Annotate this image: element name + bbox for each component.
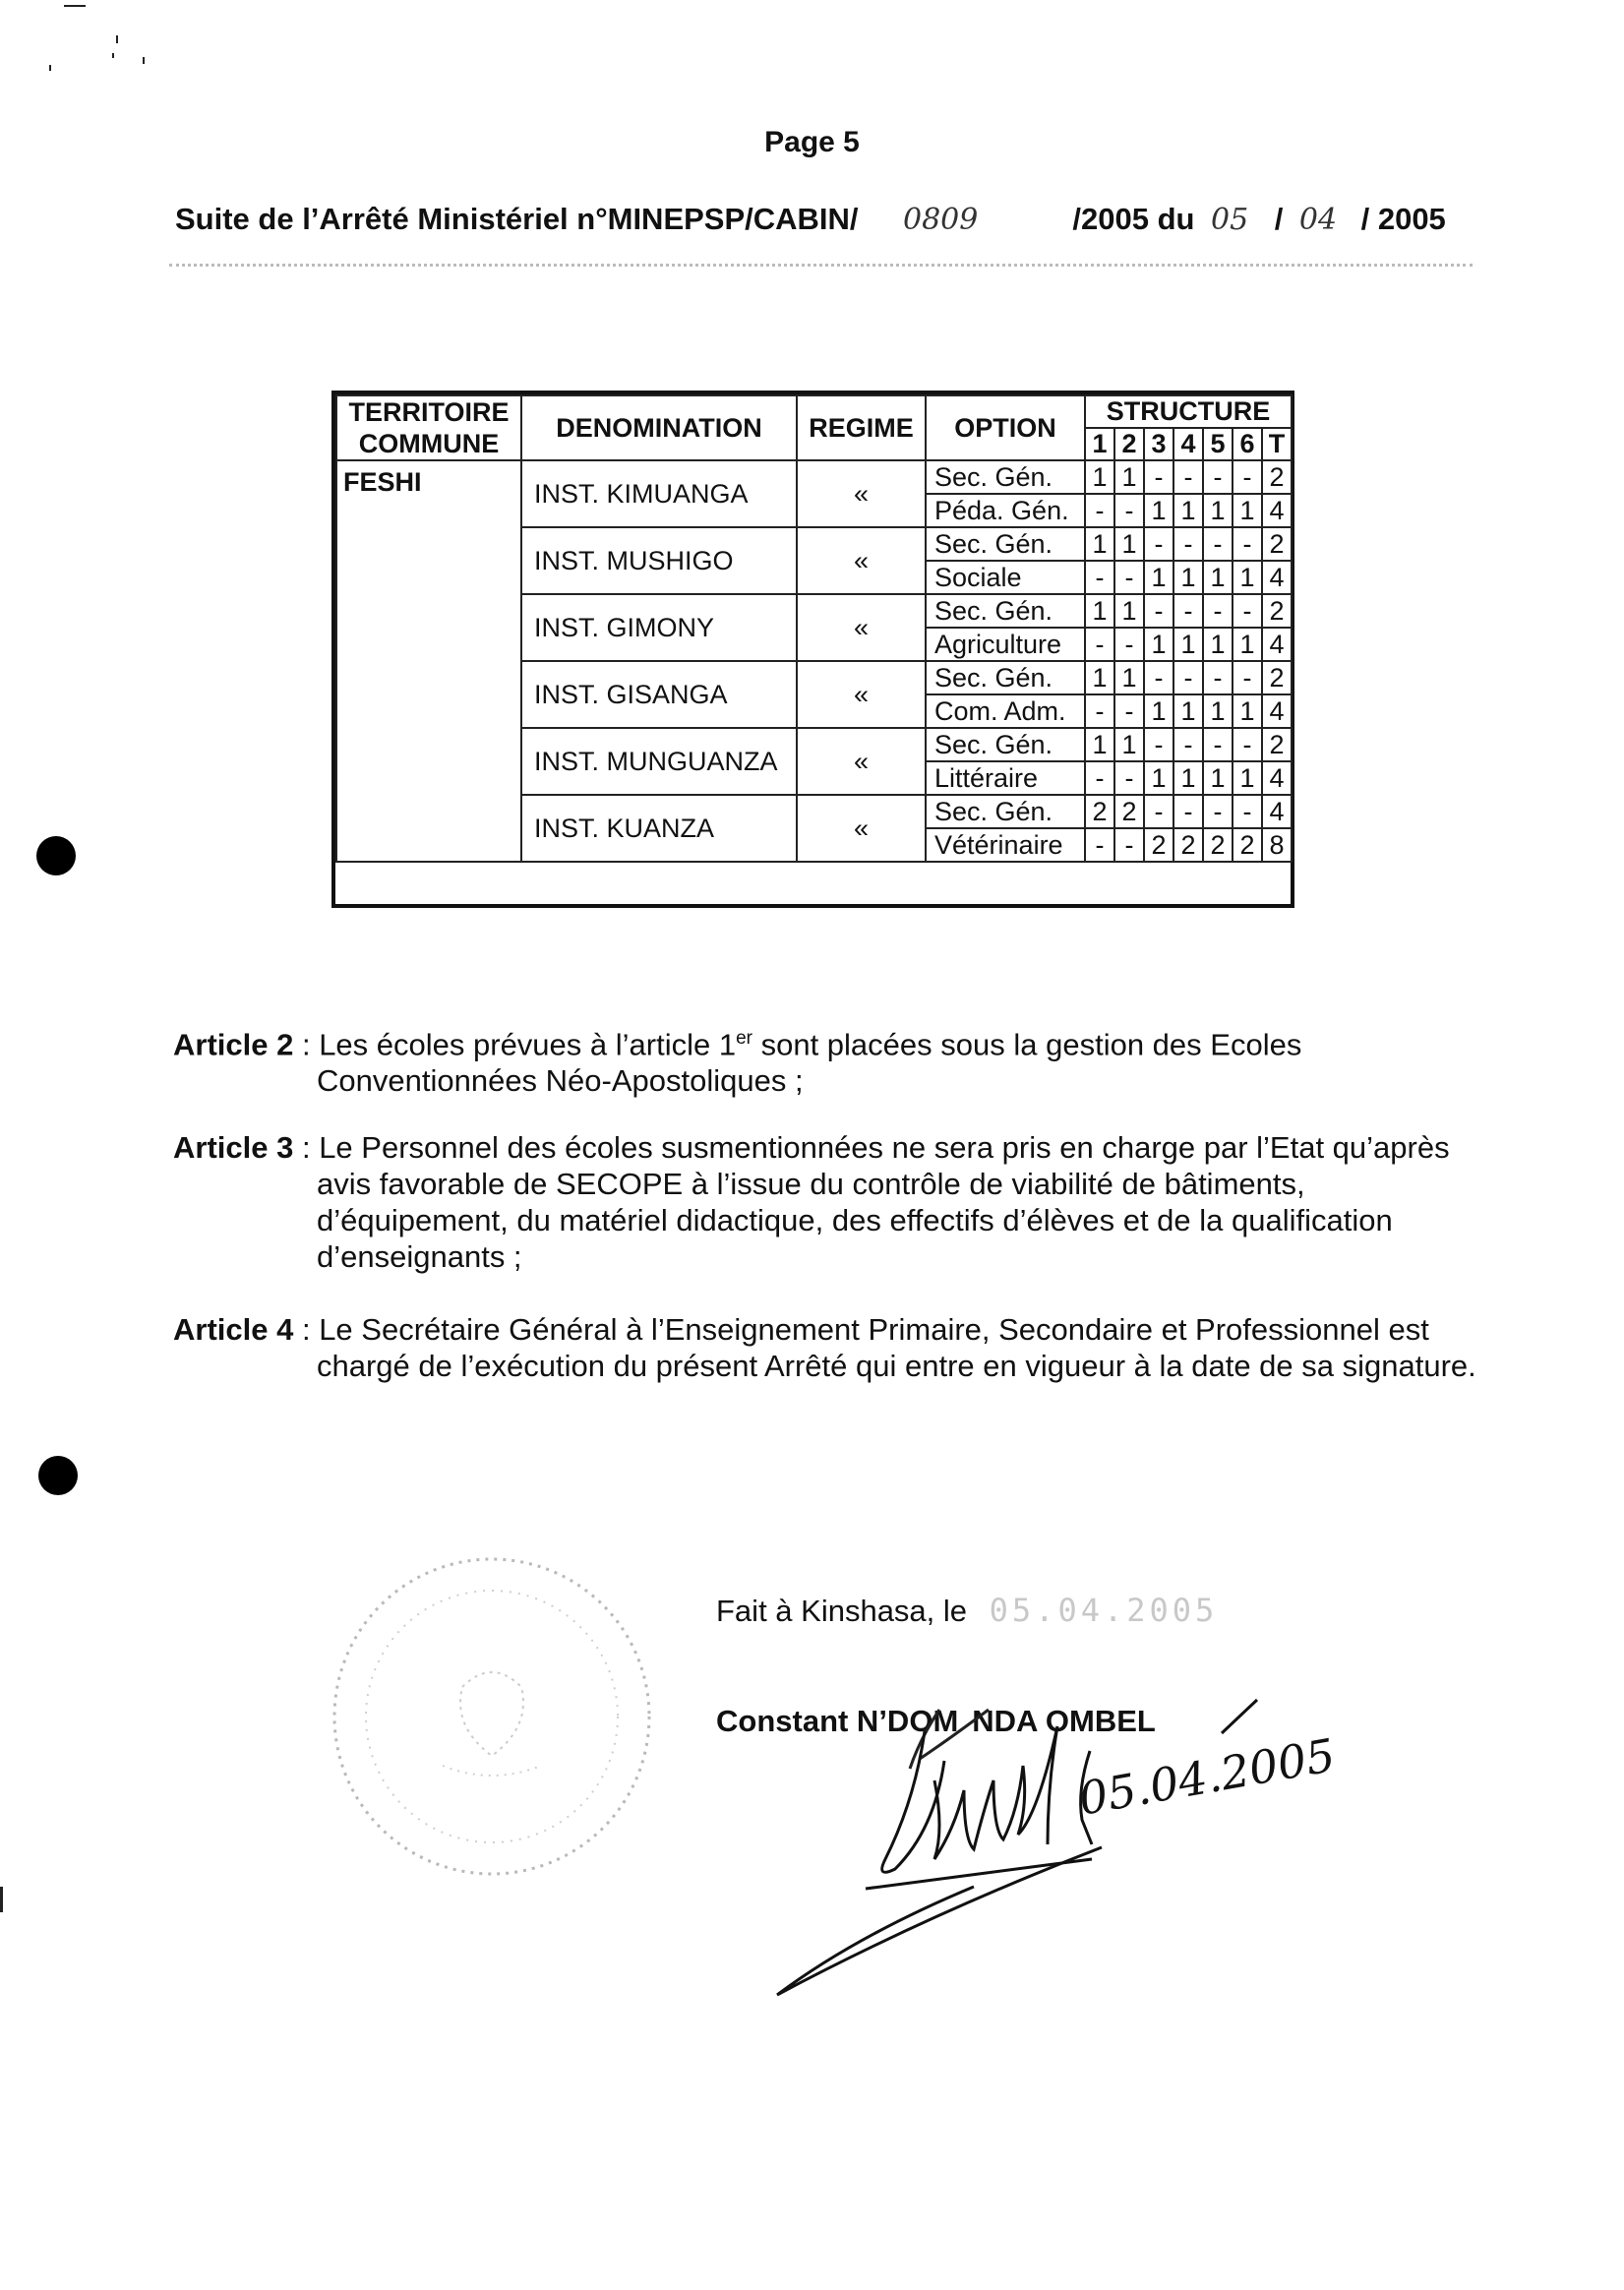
article-3-label: Article 3 <box>173 1130 294 1165</box>
structure-value: 1 <box>1085 460 1114 494</box>
structure-value: 1 <box>1173 561 1203 594</box>
structure-value: 1 <box>1233 761 1262 795</box>
article-4 <box>173 1311 1496 1384</box>
structure-value: - <box>1173 594 1203 628</box>
schools-table <box>331 391 1294 908</box>
structure-value: - <box>1144 728 1173 761</box>
scan-speck <box>143 57 145 64</box>
header-option: OPTION <box>926 395 1085 460</box>
structure-value: - <box>1233 661 1262 694</box>
school-name: INST. GIMONY <box>521 594 797 661</box>
decree-year-label: /2005 du <box>1072 202 1195 236</box>
structure-value: 2 <box>1262 661 1292 694</box>
structure-value: - <box>1085 494 1114 527</box>
structure-value: 1 <box>1114 460 1144 494</box>
structure-value: - <box>1114 828 1144 862</box>
option-name: Com. Adm. <box>926 694 1085 728</box>
scan-speck <box>116 35 118 43</box>
school-regime: « <box>797 795 926 862</box>
school-regime: « <box>797 460 926 527</box>
option-name: Sec. Gén. <box>926 661 1085 694</box>
structure-value: 2 <box>1114 795 1144 828</box>
signatory-name-part: M <box>932 1704 959 1738</box>
header-level-2: 2 <box>1114 428 1144 460</box>
option-name: Agriculture <box>926 628 1085 661</box>
structure-value: 1 <box>1233 561 1262 594</box>
structure-value: 2 <box>1233 828 1262 862</box>
header-level-3: 3 <box>1144 428 1173 460</box>
structure-value: 1 <box>1114 527 1144 561</box>
structure-value: 1 <box>1085 594 1114 628</box>
structure-value: - <box>1144 795 1173 828</box>
structure-value: 1 <box>1085 728 1114 761</box>
structure-value: 2 <box>1262 728 1292 761</box>
structure-value: - <box>1144 594 1173 628</box>
structure-value: 4 <box>1262 761 1292 795</box>
structure-value: 1 <box>1144 628 1173 661</box>
school-regime: « <box>797 527 926 594</box>
option-name: Vétérinaire <box>926 828 1085 862</box>
structure-value: - <box>1173 728 1203 761</box>
structure-value: 2 <box>1262 527 1292 561</box>
school-regime: « <box>797 728 926 795</box>
structure-value: - <box>1085 628 1114 661</box>
structure-value: - <box>1114 628 1144 661</box>
structure-value: - <box>1233 594 1262 628</box>
structure-value: - <box>1114 761 1144 795</box>
binder-hole <box>38 1456 78 1495</box>
structure-value: 1 <box>1144 561 1173 594</box>
structure-value: - <box>1173 527 1203 561</box>
article-3-text: Le Personnel des écoles susmentionnées ne sera pris en charge par l’Etat qu’après avis favorable de SECOPE à l’issue du contrôle de viabilité de bâtiments, d’équipement, du matériel didactique, des effectifs d’élèves et de la qualification d’enseignants ; <box>317 1130 1450 1274</box>
structure-value: 4 <box>1262 694 1292 728</box>
structure-value: 2 <box>1262 460 1292 494</box>
option-name: Sociale <box>926 561 1085 594</box>
structure-value: 2 <box>1173 828 1203 862</box>
article-4-sep: : <box>293 1312 320 1347</box>
option-name: Sec. Gén. <box>926 594 1085 628</box>
date-separator: / <box>1274 202 1284 236</box>
header-denomination: DENOMINATION <box>521 395 797 460</box>
option-name: Littéraire <box>926 761 1085 795</box>
structure-value: - <box>1085 561 1114 594</box>
structure-value: - <box>1114 561 1144 594</box>
signatory-name-part: OMBEL <box>1045 1704 1156 1738</box>
article-2-sup: er <box>736 1028 752 1049</box>
structure-value: - <box>1203 661 1233 694</box>
article-2-text-b: sont placées sous la gestion des Ecoles Conventionnées Néo-Apostoliques ; <box>317 1027 1302 1099</box>
header-level-6: 6 <box>1233 428 1262 460</box>
page-number: Page 5 <box>764 126 860 158</box>
structure-value: 4 <box>1262 561 1292 594</box>
structure-value: 2 <box>1144 828 1173 862</box>
structure-value: - <box>1173 661 1203 694</box>
structure-value: - <box>1233 527 1262 561</box>
article-2-label: Article 2 <box>173 1027 294 1062</box>
article-2-sep: : <box>293 1027 320 1062</box>
structure-value: - <box>1085 694 1114 728</box>
structure-value: - <box>1203 795 1233 828</box>
school-name: INST. KUANZA <box>521 795 797 862</box>
decree-day-handwritten: 05 <box>1211 203 1249 237</box>
structure-value: 1 <box>1233 694 1262 728</box>
option-name: Sec. Gén. <box>926 527 1085 561</box>
school-name: INST. MUNGUANZA <box>521 728 797 795</box>
header-commune: COMMUNE <box>336 428 521 460</box>
structure-value: - <box>1114 494 1144 527</box>
header-rule <box>169 264 1473 267</box>
scan-speck <box>112 53 114 58</box>
structure-value: 1 <box>1173 761 1203 795</box>
article-3-sep: : <box>293 1130 320 1165</box>
school-name: INST. MUSHIGO <box>521 527 797 594</box>
decree-number-handwritten: 0809 <box>902 203 979 237</box>
structure-value: 1 <box>1114 661 1144 694</box>
scan-speck <box>64 5 86 7</box>
structure-value: - <box>1144 460 1173 494</box>
option-name: Sec. Gén. <box>926 460 1085 494</box>
structure-value: 1 <box>1203 494 1233 527</box>
article-2 <box>173 1020 1496 1099</box>
structure-value: 8 <box>1262 828 1292 862</box>
structure-value: 1 <box>1203 694 1233 728</box>
structure-value: - <box>1144 527 1173 561</box>
structure-value: - <box>1203 460 1233 494</box>
table-row <box>336 460 1292 494</box>
place-label: Fait à Kinshasa, le <box>716 1594 968 1628</box>
structure-value: 4 <box>1262 628 1292 661</box>
scan-mark <box>0 1887 3 1912</box>
structure-value: 1 <box>1173 628 1203 661</box>
territory-cell: FESHI <box>336 460 521 862</box>
structure-value: 1 <box>1173 694 1203 728</box>
header-level-5: 5 <box>1203 428 1233 460</box>
structure-value: 1 <box>1144 694 1173 728</box>
structure-value: 1 <box>1144 494 1173 527</box>
article-4-label: Article 4 <box>173 1312 294 1347</box>
structure-value: 4 <box>1262 795 1292 828</box>
structure-value: 1 <box>1114 728 1144 761</box>
article-2-text-a: Les écoles prévues à l’article 1 <box>319 1027 737 1062</box>
school-name: INST. GISANGA <box>521 661 797 728</box>
structure-value: - <box>1233 728 1262 761</box>
structure-value: - <box>1144 661 1173 694</box>
structure-value: 1 <box>1233 628 1262 661</box>
table-header-row <box>336 395 1292 428</box>
structure-value: 1 <box>1114 594 1144 628</box>
place-date-line <box>716 1592 1218 1629</box>
structure-value: 2 <box>1085 795 1114 828</box>
structure-value: 2 <box>1262 594 1292 628</box>
structure-value: - <box>1233 460 1262 494</box>
school-regime: « <box>797 594 926 661</box>
option-name: Péda. Gén. <box>926 494 1085 527</box>
structure-value: - <box>1085 761 1114 795</box>
header-level-1: 1 <box>1085 428 1114 460</box>
structure-value: 4 <box>1262 494 1292 527</box>
structure-value: - <box>1173 795 1203 828</box>
school-regime: « <box>797 661 926 728</box>
decree-reference: Suite de l’Arrêté Ministériel n°MINEPSP/CABIN/ <box>175 202 859 236</box>
structure-value: - <box>1203 527 1233 561</box>
decree-year: / 2005 <box>1360 202 1446 236</box>
header-level-4: 4 <box>1173 428 1203 460</box>
handwritten-signature <box>748 1692 1340 2017</box>
structure-value: 1 <box>1203 761 1233 795</box>
structure-value: 1 <box>1203 628 1233 661</box>
binder-hole <box>36 836 76 875</box>
structure-value: 2 <box>1203 828 1233 862</box>
structure-value: 1 <box>1203 561 1233 594</box>
header-structure: STRUCTURE <box>1085 395 1292 428</box>
school-name: INST. KIMUANGA <box>521 460 797 527</box>
structure-value: - <box>1203 594 1233 628</box>
structure-value: - <box>1085 828 1114 862</box>
option-name: Sec. Gén. <box>926 795 1085 828</box>
structure-value: - <box>1203 728 1233 761</box>
header-territoire: TERRITOIRE <box>336 395 521 428</box>
decree-reference-line <box>175 202 1493 237</box>
article-4-text: Le Secrétaire Général à l’Enseignement Primaire, Secondaire et Professionnel est chargé de l’exécution du présent Arrêté qui entre en vigueur à la date de sa signature. <box>317 1312 1476 1383</box>
structure-value: 1 <box>1144 761 1173 795</box>
structure-value: - <box>1233 795 1262 828</box>
scan-speck <box>49 65 51 71</box>
structure-value: 1 <box>1085 527 1114 561</box>
structure-value: - <box>1114 694 1144 728</box>
structure-value: 1 <box>1173 494 1203 527</box>
structure-value: 1 <box>1233 494 1262 527</box>
structure-value: - <box>1173 460 1203 494</box>
article-3 <box>173 1129 1496 1275</box>
handwritten-date: 05.04.2005 <box>1074 1727 1340 1826</box>
header-regime: REGIME <box>797 395 926 460</box>
stamped-date: 05.04.2005 <box>989 1592 1219 1629</box>
schools-grid <box>335 394 1293 863</box>
structure-value: 1 <box>1085 661 1114 694</box>
option-name: Sec. Gén. <box>926 728 1085 761</box>
signatory-name-part: Constant N’DO <box>716 1704 933 1738</box>
decree-month-handwritten: 04 <box>1298 203 1338 237</box>
signatory-name-part: NDA <box>972 1704 1046 1738</box>
header-level-7: T <box>1262 428 1292 460</box>
official-seal <box>315 1539 669 1894</box>
